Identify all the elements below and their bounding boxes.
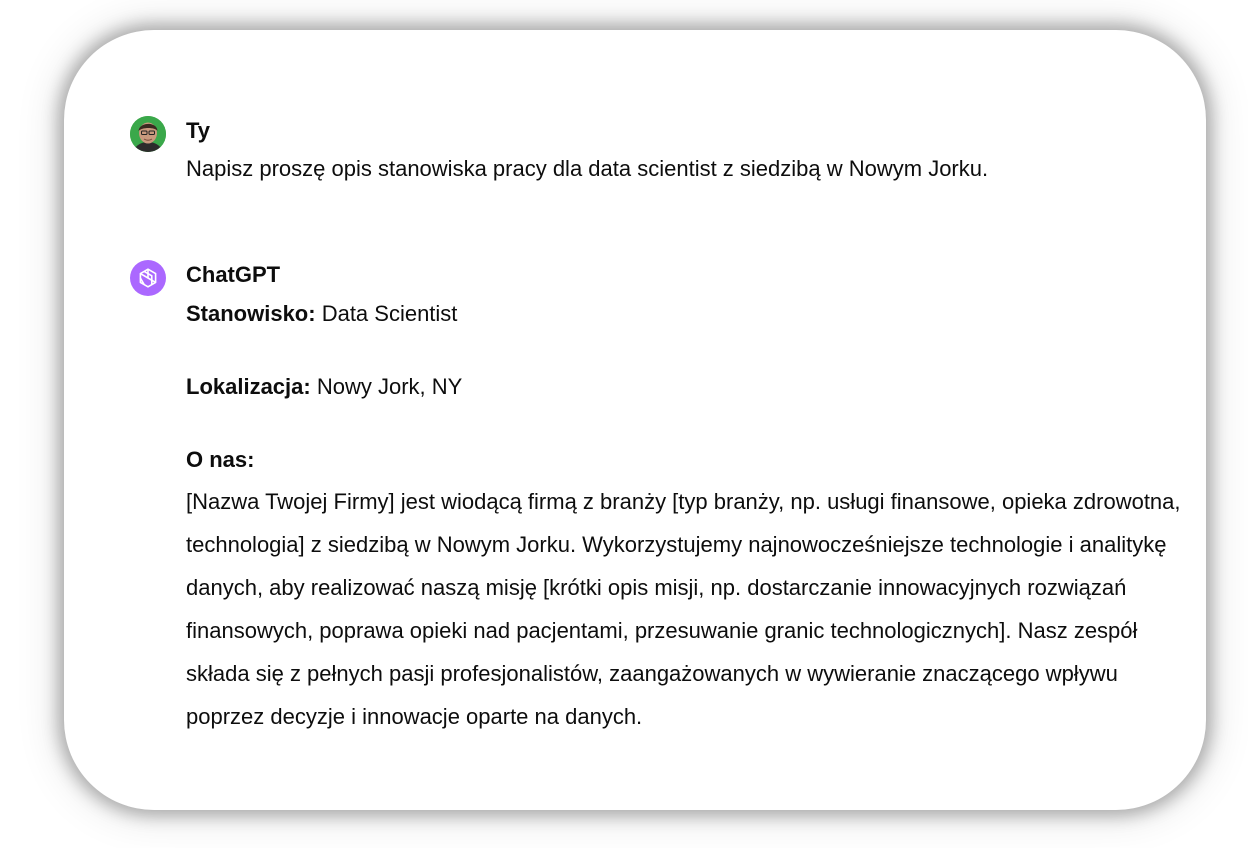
position-value: Data Scientist	[315, 301, 458, 326]
user-author-name: Ty	[186, 118, 211, 143]
user-avatar	[130, 116, 166, 152]
location-value: Nowy Jork, NY	[310, 374, 463, 399]
chat-card	[64, 30, 1206, 810]
user-photo-avatar-icon	[130, 116, 166, 152]
location-line	[186, 371, 1186, 403]
user-message-content	[186, 114, 1186, 185]
about-heading: O nas:	[186, 447, 255, 472]
location-label: Lokalizacja:	[186, 374, 311, 399]
assistant-message-content	[186, 258, 1186, 738]
assistant-author-name: ChatGPT	[186, 262, 281, 287]
assistant-avatar	[130, 260, 166, 296]
user-message-text: Napisz proszę opis stanowiska pracy dla data scientist z siedzibą w Nowym Jorku.	[186, 156, 989, 181]
position-line	[186, 298, 1186, 330]
openai-logo-icon	[136, 266, 160, 290]
about-text: [Nazwa Twojej Firmy] jest wiodącą firmą z branży [typ branży, np. usługi finansowe, opieka zdrowotna, technologia] z siedzibą w Nowym Jorku. Wykorzystujemy najnowocześniejsze technologie i analitykę danych, aby realizować naszą misję [krótki opis misji, np. dostarczanie innowacyjnych rozwiązań finansowych, poprawa opieki nad pacjentami, przesuwanie granic technologicznych]. Nasz zespół składa się z pełnych pasji profesjonalistów, zaangażowanych w wywieranie znaczącego wpływu poprzez decyzje i innowacje oparte na danych.	[186, 489, 1181, 729]
position-label: Stanowisko:	[186, 301, 316, 326]
